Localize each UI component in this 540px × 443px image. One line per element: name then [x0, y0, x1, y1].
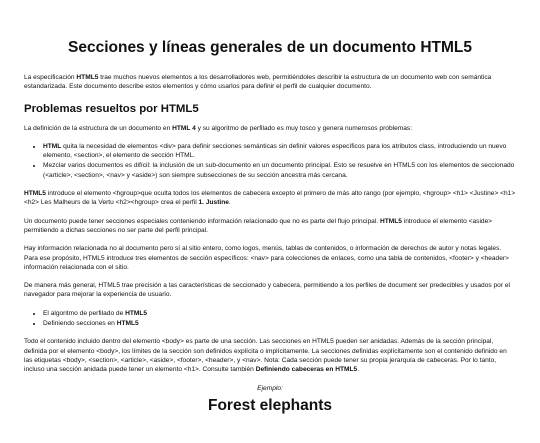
page-title: Secciones y líneas generales de un documento HTML5 — [68, 39, 472, 56]
links-list — [24, 309, 516, 329]
example-label: Ejemplo: — [257, 384, 283, 392]
problems-list — [24, 142, 516, 180]
paragraph-hgroup: HTML5 introduce el elemento <hgroup>que oculta todos los elementos de cabecera excepto el primero de más alto rango (por ejemplo, <hgroup> <h1> <Justine> <h1> <h2> Les Malheurs de la Vertu <h2><hgroup> crea el perfil 1. Justine. — [24, 190, 516, 207]
paragraph-precision: De manera más general, HTML5 trae precisión a las características de seccionado y cabecera, permitiendo a los perfiles de document ser predecibles y usados por el navegador para mejorar la experiencia de usuario. — [24, 282, 510, 299]
example-heading: Forest elephants — [207, 396, 333, 414]
intro-paragraph: La especificación HTML5 trae muchos nuevos elementos a los desarrolladores web, permitiéndoles describir la estructura de un documento web con semántica estandarizada. Este documento describe estos elementos y cómo usarlos para definir el perfil de cualquier documento. — [24, 74, 492, 91]
list-item: • HTML quita la necesidad de elementos <div> para definir secciones semánticas sin definir valores específicos para los atributos class, introduciendo un nuevo elemento, <section>, el elemento de sección HTML. — [43, 142, 516, 161]
paragraph-site-info: Hay información relacionada no al documento pero sí al sitio entero, como logos, menús, tablas de contenidos, o información de derechos de autor y notas legales. Para ese propósito, HTML5 introduce tres elementos de sección específicos: <nav> para colecciones de enlaces, como una tabla de contenidos, <footer> y <header> información relacionada con el sitio. — [24, 245, 509, 271]
list-item: • Mezclar varios documentos es difícil: la inclusión de un sub-documento en un documento principal. Esto se resuelve en HTML5 con los elementos de seccionado (<article>, <section>, <nav> y <aside>) son siempre subsecciones de su sección ancestra más cercana. — [43, 161, 516, 180]
paragraph-html4-structure: La definición de la estructura de un documento en HTML 4 y su algoritmo de perfilado es muy tosco y genera numerosos problemas: — [24, 124, 413, 132]
document-page — [0, 38, 540, 415]
paragraph-aside: Un documento puede tener secciones especiales conteniendo información relacionado que no es parte del flujo principal. HTML5 introduce el elemento <aside> permitiendo a dichas secciones no ser parte del perfil principal. — [24, 217, 493, 234]
list-item: • Definiendo secciones en HTML5 — [43, 319, 516, 328]
section-heading-problems: Problemas resueltos por HTML5 — [24, 102, 199, 115]
paragraph-body-sections: Todo el contenido incluido dentro del elemento <body> es parte de una sección. Las secciones en HTML5 pueden ser anidadas. Además de la sección principal, definida por el elemento <body>, los límites de la sección son definidos explícita o implícitamente. La secciones definidas explícitamente son el contenido definido en las etiquetas <body>, <section>, <article>, <aside>, <footer>, <header>, y <nav>. Nota: Cada sección puede tener su propia jerarquía de cabeceras. Por lo tanto, incluso una sección anidada puede tener un elemento <h1>. Consulte también Definiendo cabeceras en HTML5. — [24, 338, 507, 374]
list-item: • El algoritmo de perfilado de HTML5 — [43, 309, 516, 318]
